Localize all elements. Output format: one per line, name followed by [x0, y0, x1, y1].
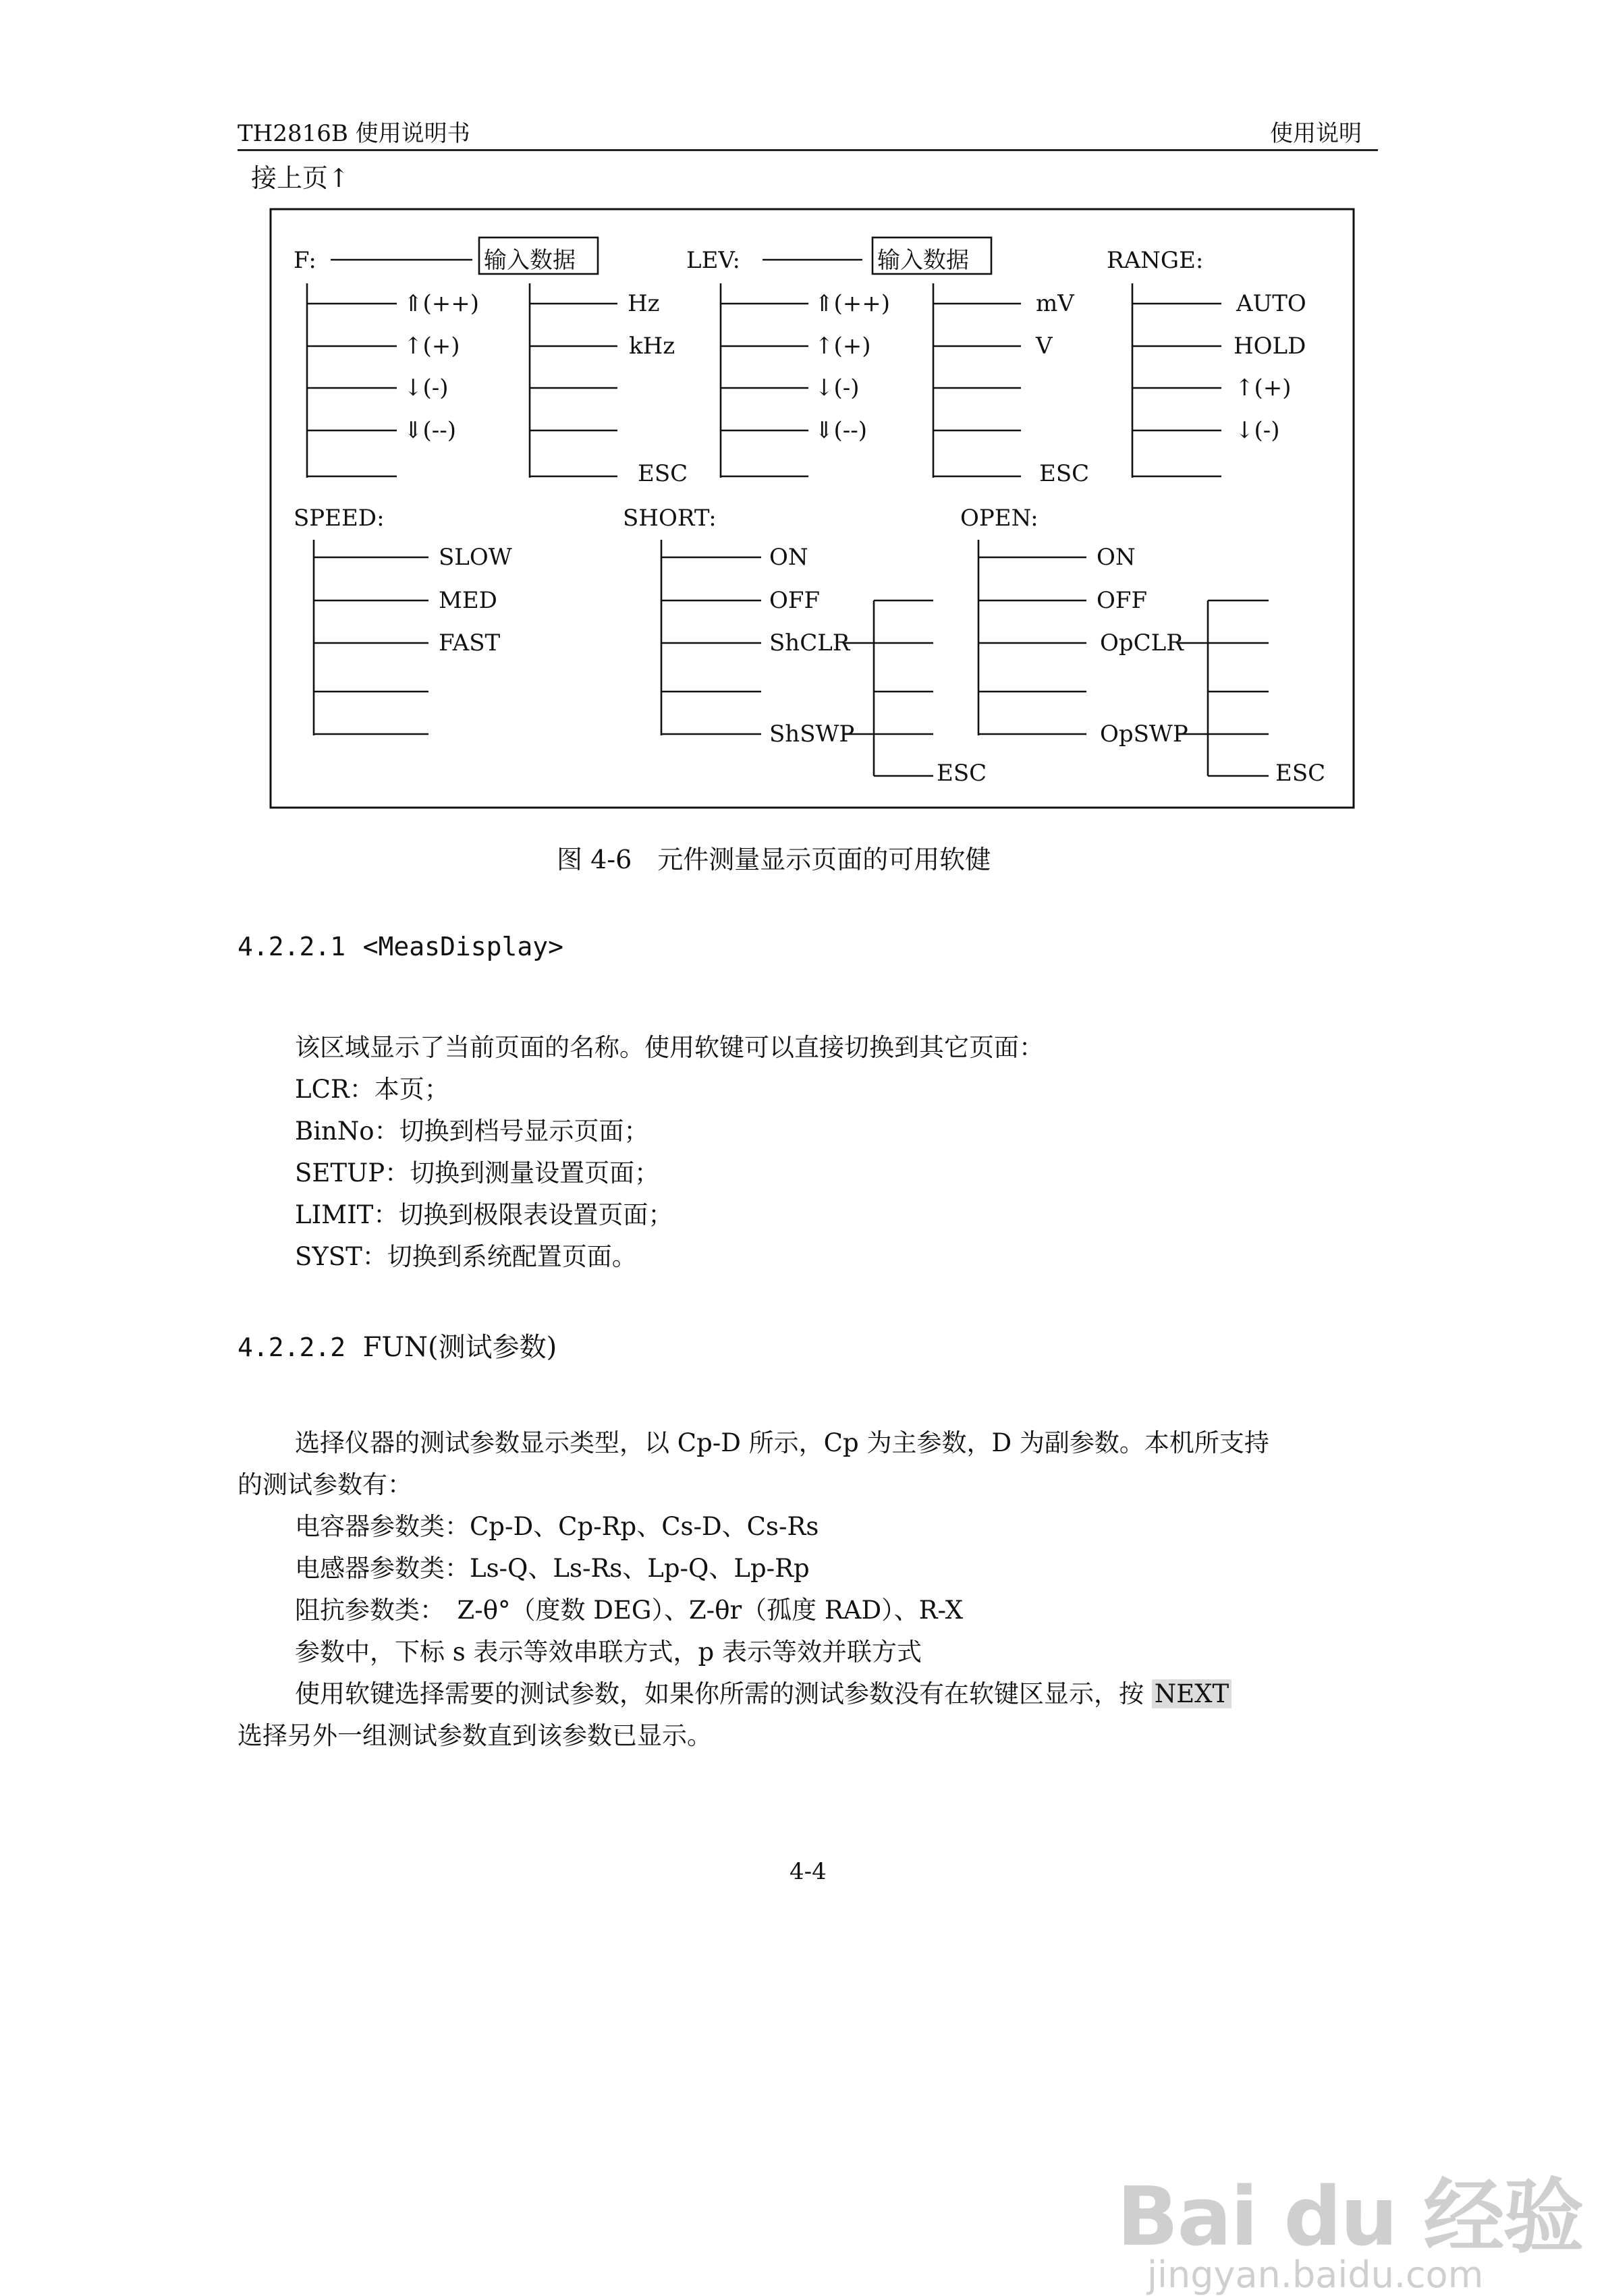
baidu-watermark	[1117, 2152, 1583, 2296]
speed-item-2: MED	[439, 587, 497, 614]
open-item-1: ON	[1097, 544, 1136, 571]
f-esc: ESC	[638, 460, 688, 487]
f-unit-1: Hz	[628, 290, 660, 317]
figure-caption: 图 4-6 元件测量显示页面的可用软健	[557, 845, 991, 874]
section2-note: 参数中，下标 s 表示等效串联方式，p 表示等效并联方式	[295, 1637, 922, 1667]
section1-intro: 该区域显示了当前页面的名称。使用软键可以直接切换到其它页面：	[295, 1033, 1044, 1062]
short-item-2: OFF	[769, 587, 821, 614]
open-title: OPEN:	[960, 505, 1039, 532]
range-item-3: ↑(+)	[1235, 374, 1292, 401]
lev-input-label: 输入数据	[877, 247, 969, 274]
f-item-4: ⇓(--)	[404, 417, 456, 444]
header-left: TH2816B 使用说明书	[238, 120, 470, 147]
section2-inductor-params: 电感器参数类：Ls-Q、Ls-Rs、Lp-Q、Lp-Rp	[295, 1554, 810, 1583]
open-esc: ESC	[1275, 760, 1326, 787]
lev-esc: ESC	[1039, 460, 1090, 487]
section1-item-3: SETUP：切换到测量设置页面；	[295, 1158, 660, 1187]
lev-title: LEV:	[686, 247, 740, 274]
section2-para1-line2: 的测试参数有：	[238, 1470, 412, 1499]
open-item-5: OpSWP	[1100, 721, 1188, 748]
f-unit-2: kHz	[629, 333, 675, 360]
lev-item-4: ⇓(--)	[814, 417, 867, 444]
short-item-5: ShSWP	[769, 721, 855, 748]
watermark-url: jingyan.baidu.com	[1147, 2253, 1484, 2296]
section2-para2-text: 使用软键选择需要的测试参数，如果你所需的测试参数没有在软键区显示，按	[295, 1679, 1144, 1708]
page-number: 4-4	[790, 1858, 827, 1885]
section2-para2-line1	[295, 1673, 1231, 1710]
f-title: F:	[294, 247, 316, 274]
speed-item-1: SLOW	[439, 544, 512, 571]
lev-unit-1: mV	[1036, 290, 1074, 317]
section1-heading	[238, 931, 563, 962]
section2-capacitor-params: 电容器参数类：Cp-D、Cp-Rp、Cs-D、Cs-Rs	[295, 1512, 819, 1541]
section2-impedance-params: 阻抗参数类： Z-θ°（度数 DEG）、Z-θr（孤度 RAD）、R-X	[295, 1596, 964, 1625]
section2-para1-line1: 选择仪器的测试参数显示类型，以 Cp-D 所示，Cp 为主参数，D 为副参数。本机所支持	[295, 1428, 1269, 1457]
section1-title: <MeasDisplay>	[362, 932, 564, 961]
range-item-2: HOLD	[1234, 333, 1306, 360]
section1-number: 4.2.2.1	[238, 932, 346, 961]
open-item-3: OpCLR	[1100, 629, 1184, 656]
continued-note: 接上页↑	[251, 163, 350, 193]
f-item-1: ⇑(++)	[404, 290, 479, 317]
range-title: RANGE:	[1107, 247, 1204, 274]
short-esc: ESC	[937, 760, 987, 787]
next-key-label: NEXT	[1152, 1679, 1231, 1708]
lev-item-1: ⇑(++)	[814, 290, 890, 317]
section2-heading	[238, 1326, 557, 1364]
section2-title: FUN(测试参数)	[362, 1332, 557, 1363]
f-input-label: 输入数据	[484, 247, 576, 274]
lev-unit-2: V	[1036, 333, 1053, 360]
f-item-3: ↓(-)	[404, 374, 449, 401]
section2-number: 4.2.2.2	[238, 1333, 346, 1362]
range-item-4: ↓(-)	[1235, 417, 1280, 444]
section1-item-2: BinNo：切换到档号显示页面；	[295, 1117, 649, 1146]
speed-title: SPEED:	[294, 505, 385, 532]
open-item-2: OFF	[1097, 587, 1148, 614]
short-item-1: ON	[769, 544, 808, 571]
range-item-1: AUTO	[1236, 290, 1306, 317]
section1-item-4: LIMIT：切换到极限表设置页面；	[295, 1200, 673, 1229]
header-right: 使用说明	[1270, 120, 1362, 147]
section1-item-5: SYST：切换到系统配置页面。	[295, 1242, 637, 1271]
speed-item-3: FAST	[439, 629, 501, 656]
softkey-diagram	[0, 0, 1606, 823]
lev-item-2: ↑(+)	[814, 333, 871, 360]
short-title: SHORT:	[623, 505, 717, 532]
short-item-3: ShCLR	[769, 629, 850, 656]
section1-item-1: LCR：本页；	[295, 1075, 449, 1104]
watermark-brand: Bai du 经验	[1117, 2171, 1583, 2264]
lev-item-3: ↓(-)	[814, 374, 860, 401]
section2-para2-line2: 选择另外一组测试参数直到该参数已显示。	[238, 1721, 712, 1750]
f-item-2: ↑(+)	[404, 333, 460, 360]
